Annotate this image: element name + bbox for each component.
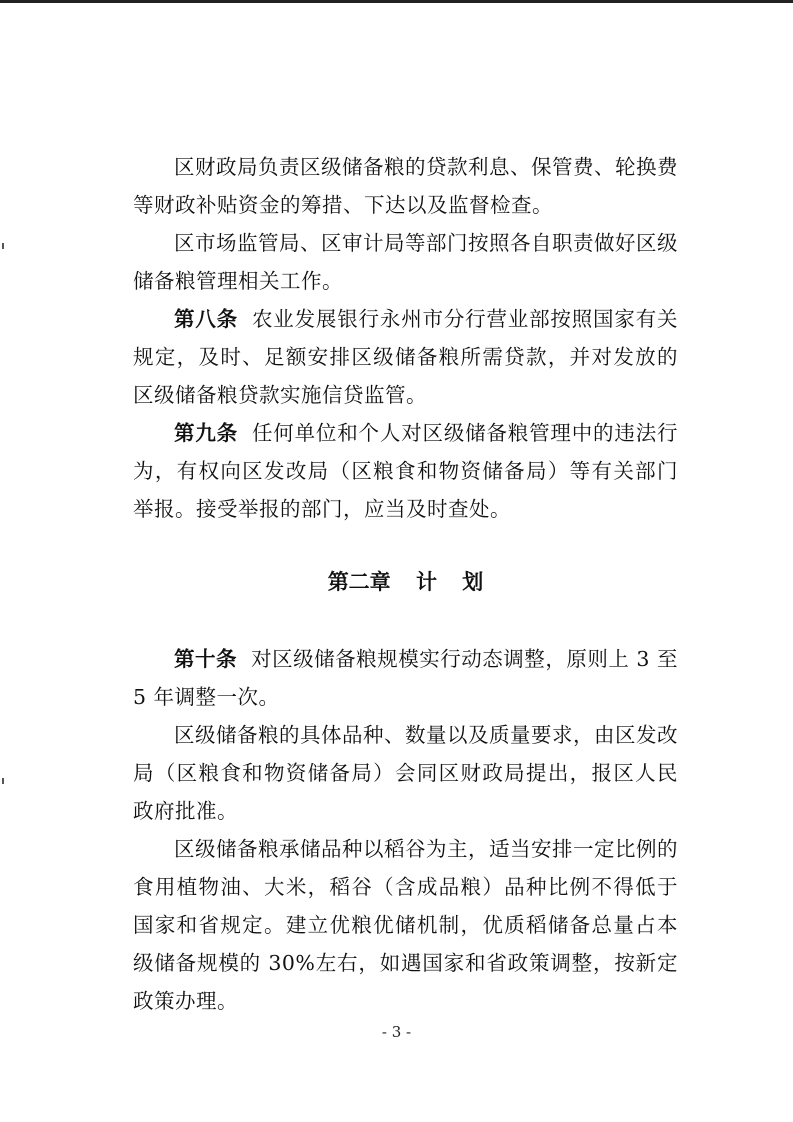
paragraph-text: 农业发展银行永州市分行营业部按照国家有关规定，及时、足额安排区级储备粮所需贷款，并对发放的区级储备粮贷款实施信贷监管。 [133,307,679,407]
paragraph-storage-types [133,830,678,1020]
paragraph-text: 区市场监管局、区审计局等部门按照各自职责做好区级储备粮管理相关工作。 [133,231,678,293]
article-label: 第八条 [174,307,238,331]
scan-margin-mark [2,243,4,249]
paragraph-article-10 [133,640,678,716]
document-body [133,148,678,1020]
paragraph-market-audit [133,224,678,300]
paragraph-article-9 [133,414,678,528]
article-label: 第九条 [174,421,238,445]
paragraph-varieties [133,716,678,830]
paragraph-text: 对区级储备粮规模实行动态调整，原则上 3 至 5 年调整一次。 [133,647,679,709]
paragraph-text: 任何单位和个人对区级储备粮管理中的违法行为，有权向区发改局（区粮食和物资储备局）等有关部门举报。接受举报的部门，应当及时查处。 [133,421,679,521]
chapter-heading: 第二章 计 划 [327,570,484,594]
paragraph-finance-bureau [133,148,678,224]
paragraph-article-8 [133,300,678,414]
paragraph-text: 区财政局负责区级储备粮的贷款利息、保管费、轮换费等财政补贴资金的筹措、下达以及监督检查。 [133,155,678,217]
top-border-line [0,0,793,3]
article-label: 第十条 [174,647,238,671]
paragraph-text: 区级储备粮的具体品种、数量以及质量要求，由区发改局（区粮食和物资储备局）会同区财政局提出，报区人民政府批准。 [133,723,678,823]
scan-margin-mark [2,778,4,784]
paragraph-text: 区级储备粮承储品种以稻谷为主，适当安排一定比例的食用植物油、大米，稻谷（含成品粮）品种比例不得低于国家和省规定。建立优粮优储机制，优质稻储备总量占本级储备规模的 30%左右，如遇国家和省政策调整，按新定政策办理。 [133,837,678,1013]
page-number: - 3 - [381,1023,412,1041]
